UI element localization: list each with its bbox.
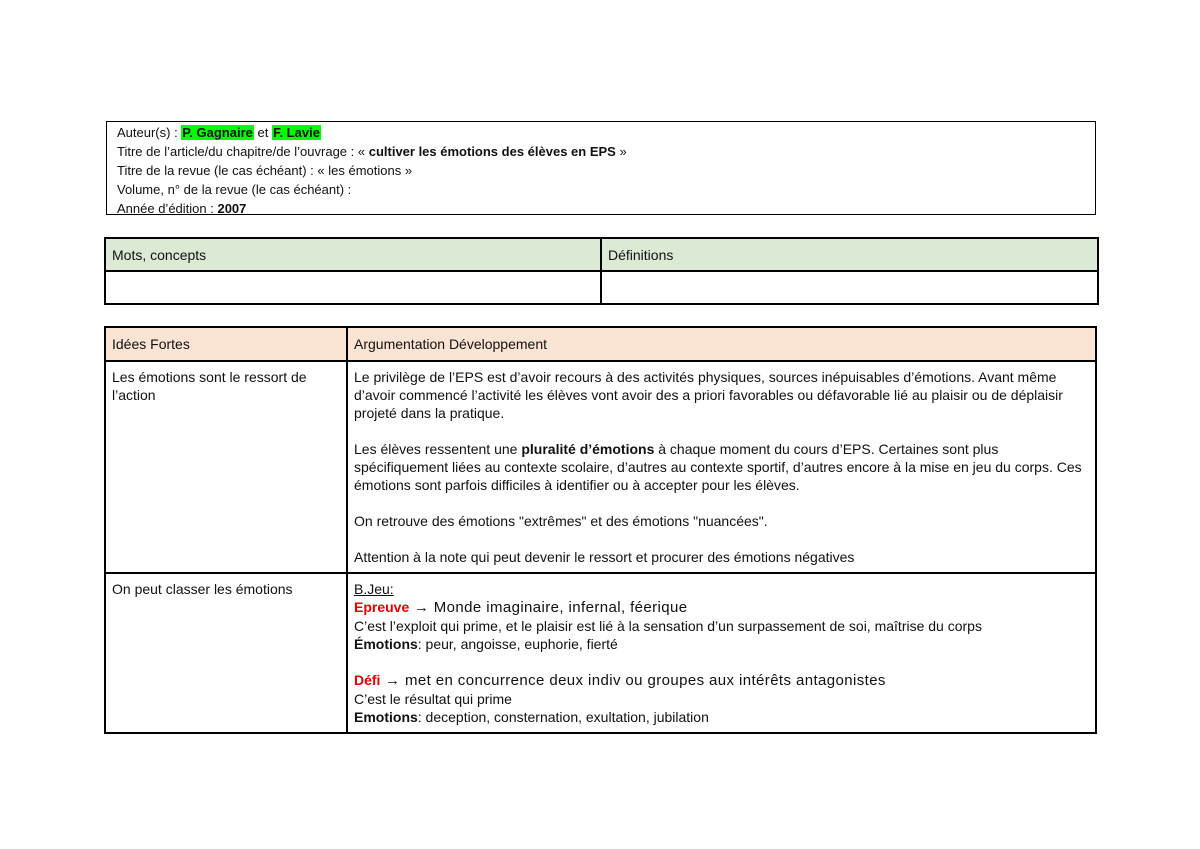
emphasis: pluralité d’émotions [521, 441, 655, 457]
title-line [117, 142, 1085, 161]
author-1: P. Gagnaire [182, 125, 253, 140]
definitions-body-cell [601, 271, 1098, 304]
emotions-line [354, 708, 1089, 726]
emotions-text: : peur, angoisse, euphorie, fierté [417, 636, 618, 652]
argument-cell [347, 361, 1096, 573]
idea-cell: On peut classer les émotions [105, 573, 347, 733]
reference-box [106, 121, 1096, 215]
journal-line: Titre de la revue (le cas échéant) : « les émotions » [117, 163, 413, 178]
section-heading: B.Jeu: [354, 581, 394, 597]
year-label: Année d’édition : [117, 201, 218, 216]
defi-text: → met en concurrence deux indiv ou groupes aux intérêts antagonistes [380, 672, 886, 689]
emotions-label: Émotions [354, 636, 418, 652]
idees-header-cell: Idées Fortes [105, 327, 347, 361]
paragraph: Attention à la note qui peut devenir le ressort et procurer des émotions négatives [354, 549, 855, 565]
text-run: à chaque moment du cours d’EPS. Certaines sont plus spécifiquement liées au contexte scolaire, d’autres au contexte sportif, d’autres encore à la mise en jeu du corps. Ces émotions sont parfois difficiles à identifier ou à accepter pour les élèves. [354, 441, 1082, 493]
idees-fortes-table [104, 326, 1097, 734]
epreuve-description: C’est l’exploit qui prime, et le plaisir est lié à la sensation d’un surpassement de soi, maîtrise du corps [354, 618, 982, 634]
volume-line: Volume, n° de la revue (le cas échéant) : [117, 182, 352, 197]
year-value: 2007 [217, 201, 247, 216]
definitions-header-cell: Définitions [601, 238, 1098, 271]
title-end: » [615, 144, 627, 159]
argument-cell [347, 573, 1096, 733]
mots-body-row [105, 271, 1098, 304]
author-2: F. Lavie [272, 125, 320, 140]
epreuve-text: → Monde imaginaire, infernal, féerique [409, 599, 688, 616]
year-line [117, 199, 1085, 218]
authors-line [117, 123, 1085, 142]
table-row [105, 573, 1096, 733]
spacer [354, 653, 1089, 671]
epreuve-label: Epreuve [354, 599, 410, 615]
title-value: cultiver les émotions des élèves en EPS [368, 144, 616, 159]
authors-label: Auteur(s) : [117, 125, 182, 140]
emotions-label: Emotions [354, 709, 418, 725]
emotions-text: : deception, consternation, exultation, jubilation [417, 709, 709, 725]
mots-concepts-table [104, 237, 1099, 305]
argumentation-header-cell: Argumentation Développement [347, 327, 1096, 361]
text-run: Les élèves ressentent une [354, 441, 522, 457]
title-label: Titre de l’article/du chapitre/de l’ouvrage : « [117, 144, 369, 159]
table-row [105, 361, 1096, 573]
paragraph: Le privilège de l’EPS est d’avoir recours à des activités physiques, sources inépuisables d’émotions. Avant même d’avoir commencé l’activité les élèves vont avoir des a priori favorables ou défavorable lié au plaisir ou de déplaisir projeté dans la pratique. [354, 369, 1063, 421]
defi-description: C’est le résultat qui prime [354, 691, 512, 707]
mots-header-row [105, 238, 1098, 271]
idees-header-row [105, 327, 1096, 361]
mots-body-cell [105, 271, 601, 304]
idea-cell: Les émotions sont le ressort de l’action [105, 361, 347, 573]
defi-label: Défi [354, 672, 381, 688]
emotions-line [354, 635, 1089, 653]
defi-line [354, 671, 1089, 690]
epreuve-line [354, 598, 1089, 617]
authors-and: et [253, 125, 272, 140]
paragraph [354, 440, 1089, 494]
mots-header-cell: Mots, concepts [105, 238, 601, 271]
paragraph: On retrouve des émotions "extrêmes" et des émotions "nuancées". [354, 513, 768, 529]
